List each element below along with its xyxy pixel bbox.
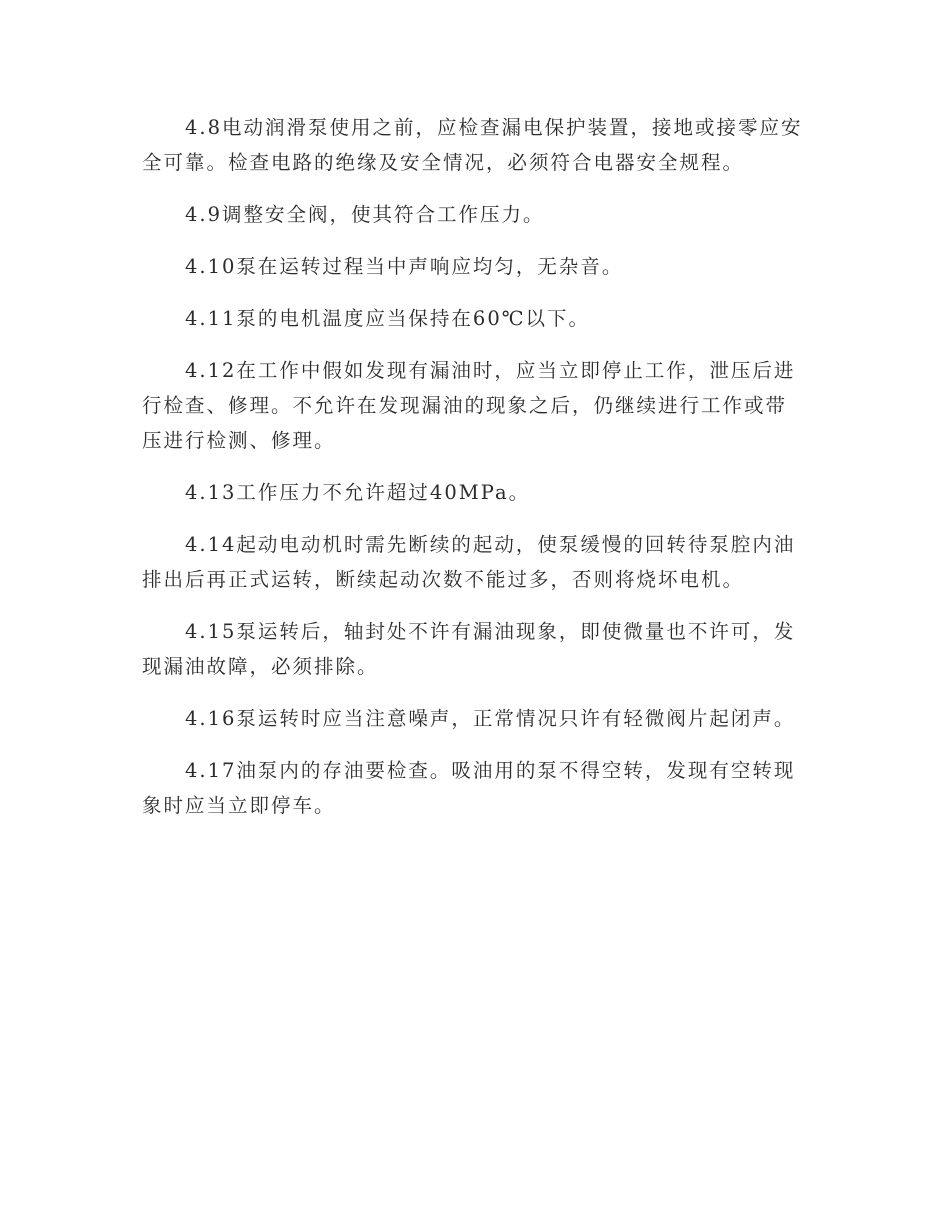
paragraph-4-10 bbox=[142, 249, 808, 284]
paragraph-text: 调整安全阀，使其符合工作压力。 bbox=[222, 203, 545, 226]
paragraph-text: 泵在运转过程当中声响应均匀，无杂音。 bbox=[236, 255, 624, 278]
paragraph-4-11 bbox=[142, 301, 808, 336]
paragraph-4-13 bbox=[142, 475, 808, 510]
paragraph-text: 电动润滑泵使用之前，应检查漏电保护装置，接地或接零应安全可靠。检查电路的绝缘及安全情况，必须符合电器安全规程。 bbox=[142, 116, 803, 174]
paragraph-4-9 bbox=[142, 197, 808, 232]
paragraph-4-17 bbox=[142, 753, 808, 823]
paragraph-text: 泵的电机温度应当保持在60℃以下。 bbox=[236, 307, 591, 330]
paragraph-text: 起动电动机时需先断续的起动，使泵缓慢的回转待泵腔内油排出后再正式运转，断续起动次数不能过多，否则将烧坏电机。 bbox=[142, 533, 796, 591]
paragraph-4-16 bbox=[142, 701, 808, 736]
paragraph-text: 油泵内的存油要检查。吸油用的泵不得空转，发现有空转现象时应当立即停车。 bbox=[142, 759, 796, 817]
paragraph-text: 在工作中假如发现有漏油时，应当立即停止工作，泄压后进行检查、修理。不允许在发现漏油的现象之后，仍继续进行工作或带压进行检测、修理。 bbox=[142, 359, 796, 452]
document-body bbox=[142, 110, 808, 840]
paragraph-number: 4.11 bbox=[185, 307, 237, 330]
paragraph-4-14 bbox=[142, 527, 808, 597]
paragraph-number: 4.15 bbox=[185, 620, 237, 643]
paragraph-text: 泵运转时应当注意噪声，正常情况只许有轻微阀片起闭声。 bbox=[236, 707, 796, 730]
paragraph-number: 4.12 bbox=[185, 359, 237, 382]
paragraph-text: 泵运转后，轴封处不许有漏油现象，即使微量也不许可，发现漏油故障，必须排除。 bbox=[142, 620, 796, 678]
paragraph-number: 4.17 bbox=[185, 759, 237, 782]
paragraph-4-12 bbox=[142, 353, 808, 458]
paragraph-number: 4.9 bbox=[185, 203, 223, 226]
paragraph-number: 4.13 bbox=[185, 481, 237, 504]
paragraph-number: 4.16 bbox=[185, 707, 237, 730]
paragraph-number: 4.10 bbox=[185, 255, 237, 278]
paragraph-4-8 bbox=[142, 110, 808, 180]
paragraph-text: 工作压力不允许超过40MPa。 bbox=[236, 481, 531, 504]
paragraph-number: 4.8 bbox=[185, 116, 223, 139]
paragraph-4-15 bbox=[142, 614, 808, 684]
paragraph-number: 4.14 bbox=[185, 533, 237, 556]
